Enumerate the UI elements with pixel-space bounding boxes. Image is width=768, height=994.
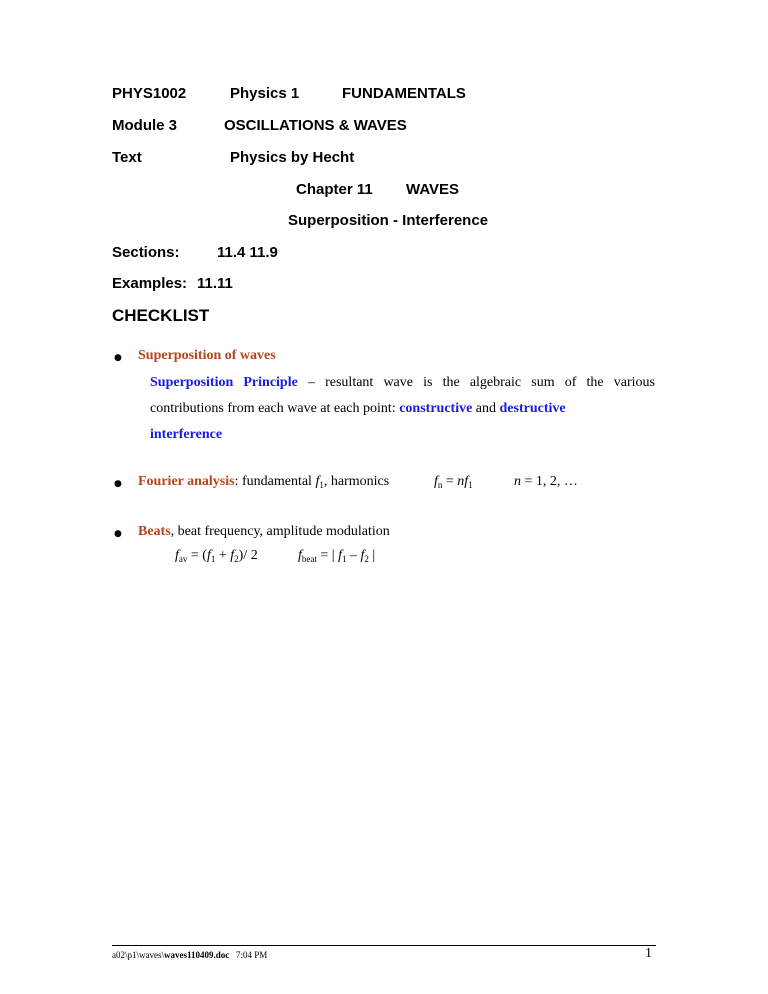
fourier-text: : fundamental: [234, 474, 316, 489]
sections-value: 11.4 11.9: [217, 244, 278, 261]
and-text: and: [472, 401, 500, 416]
fourier-title: Fourier analysis: [138, 474, 235, 489]
sections-label: Sections:: [112, 244, 180, 261]
footer-path: a02\p1\waves\: [112, 950, 164, 960]
text-label: Text: [112, 149, 142, 166]
bullet-icon: ●: [114, 529, 122, 539]
footer-filename: waves110409.doc: [164, 950, 230, 960]
chapter-number: Chapter 11: [296, 181, 373, 198]
page-number: 1: [645, 946, 652, 961]
checklist-heading: CHECKLIST: [112, 306, 210, 325]
examples-label: Examples:: [112, 275, 188, 292]
footer-divider: [112, 945, 656, 946]
examples-value: 11.11: [197, 275, 233, 292]
footer-filepath: [112, 950, 267, 960]
text-title: Physics by Hecht: [230, 149, 355, 166]
destructive-term: destructive: [499, 401, 566, 416]
item-beats: [138, 524, 390, 540]
interference-term: interference: [150, 427, 223, 442]
beats-text: , beat frequency, amplitude modulation: [170, 524, 390, 539]
bullet-icon: ●: [114, 479, 122, 489]
module-label: Module 3: [112, 117, 178, 134]
chapter-title: WAVES: [406, 181, 460, 198]
bullet-icon: ●: [114, 353, 122, 363]
superposition-paragraph: [150, 370, 655, 448]
f1-subscript: 1: [319, 480, 324, 490]
fbeat-formula: $f_{beat}$ = | $f_1 - f_2$ |: [298, 548, 376, 564]
module-title: OSCILLATIONS & WAVES: [224, 117, 407, 134]
fn-formula: $f_n = nf_1$: [434, 474, 473, 490]
item-superposition-title: Superposition of waves: [138, 348, 276, 363]
footer-time: 7:04 PM: [236, 950, 268, 960]
beats-title: Beats: [138, 524, 171, 539]
course-name: Physics 1: [230, 85, 300, 102]
superposition-text: – resultant wave is the algebraic sum of the various contributions from each wave at each point:: [150, 375, 655, 416]
course-code: PHYS1002: [112, 85, 187, 102]
n-values: n = 1, 2, …: [514, 474, 578, 489]
item-fourier: [138, 474, 389, 490]
course-level: FUNDAMENTALS: [342, 85, 466, 102]
superposition-principle-term: Superposition Principle: [150, 375, 298, 390]
f-symbol: f: [315, 474, 320, 489]
harmonics-text: , harmonics: [323, 474, 390, 489]
topic-title: Superposition - Interference: [288, 212, 489, 229]
constructive-term: constructive: [399, 401, 473, 416]
fav-formula: $f_{av} = (f_1 + f_2)/$ 2: [175, 548, 258, 564]
